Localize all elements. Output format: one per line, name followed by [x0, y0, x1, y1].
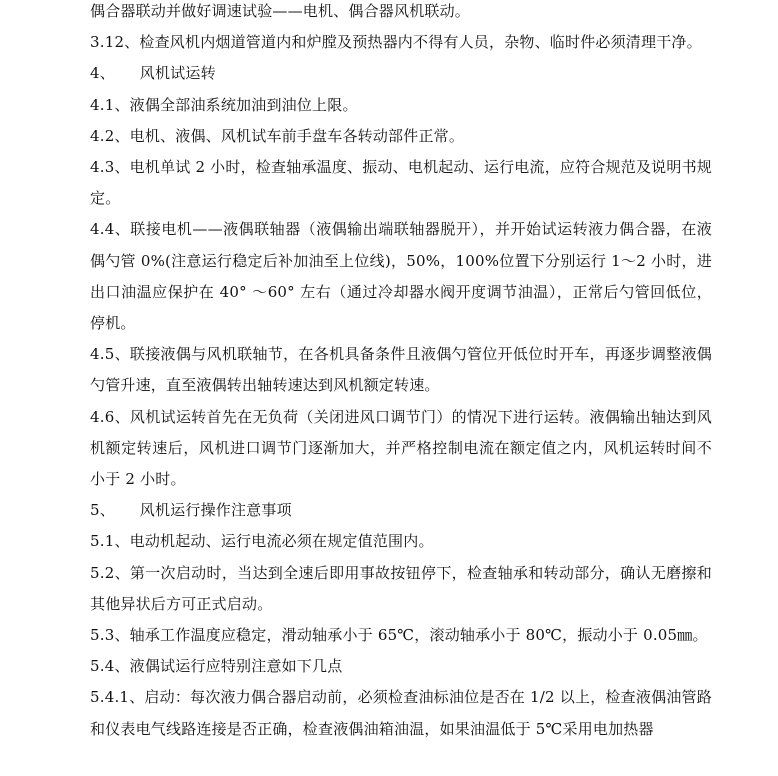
paragraph-3-12: 3.12、检查风机内烟道管道内和炉膛及预热器内不得有人员，杂物、临时件必须清理干净。 — [90, 33, 702, 52]
paragraph-4-2: 4.2、电机、液偶、风机试车前手盘车各转动部件正常。 — [90, 126, 465, 145]
paragraph-coupler-linkage: 偶合器联动并做好调速试验——电机、偶合器风机联动。 — [90, 2, 471, 20]
paragraph-5-1: 5.1、电动机起动、运行电流必须在规定值范围内。 — [90, 532, 434, 551]
paragraph-5-3: 5.3、轴承工作温度应稳定，滑动轴承小于 65℃，滚动轴承小于 80℃，振动小于 0.05㎜。 — [90, 626, 708, 645]
paragraph-4-4: 4.4、联接电机——液偶联轴器（液偶输出端联轴器脱开），并开始试运转液力偶合器，在液偶勺管 0%(注意运行稳定后补加油至上位线)，50%，100%位置下分别运行 1～2 小时，进出口油温应保护在 40° ～60° 左右（通过冷却器水阀开度调节油温），正常后勺管回低位，停机。 — [90, 220, 712, 333]
section-heading-4: 4、 风机试运转 — [90, 64, 216, 83]
paragraph-4-3: 4.3、电机单试 2 小时，检查轴承温度、振动、电机起动、运行电流，应符合规范及说明书规定。 — [90, 158, 712, 208]
paragraph-5-4-1: 5.4.1、启动：每次液力偶合器启动前，必须检查油标油位是否在 1/2 以上，检查液偶油管路和仪表电气线路连接是否正确，检查液偶油箱油温，如果油温低于 5℃采用电加热器 — [90, 688, 712, 738]
document-body — [90, 0, 712, 745]
section-heading-5: 5、 风机运行操作注意事项 — [90, 501, 292, 520]
paragraph-4-1: 4.1、液偶全部油系统加油到油位上限。 — [90, 95, 358, 114]
paragraph-4-5: 4.5、联接液偶与风机联轴节，在各机具备条件且液偶勺管位开低位时开车，再逐步调整液偶勺管升速，直至液偶转出轴转速达到风机额定转速。 — [90, 345, 712, 395]
paragraph-5-4: 5.4、液偶试运行应特别注意如下几点 — [90, 657, 343, 676]
paragraph-4-6: 4.6、风机试运转首先在无负荷（关闭进风口调节门）的情况下进行运转。液偶输出轴达到风机额定转速后，风机进口调节门逐渐加大，并严格控制电流在额定值之内，风机运转时间不小于 2 小时。 — [90, 407, 712, 489]
paragraph-5-2: 5.2、第一次启动时，当达到全速后即用事故按钮停下，检查轴承和转动部分，确认无磨擦和其他异状后方可正式启动。 — [90, 563, 712, 613]
